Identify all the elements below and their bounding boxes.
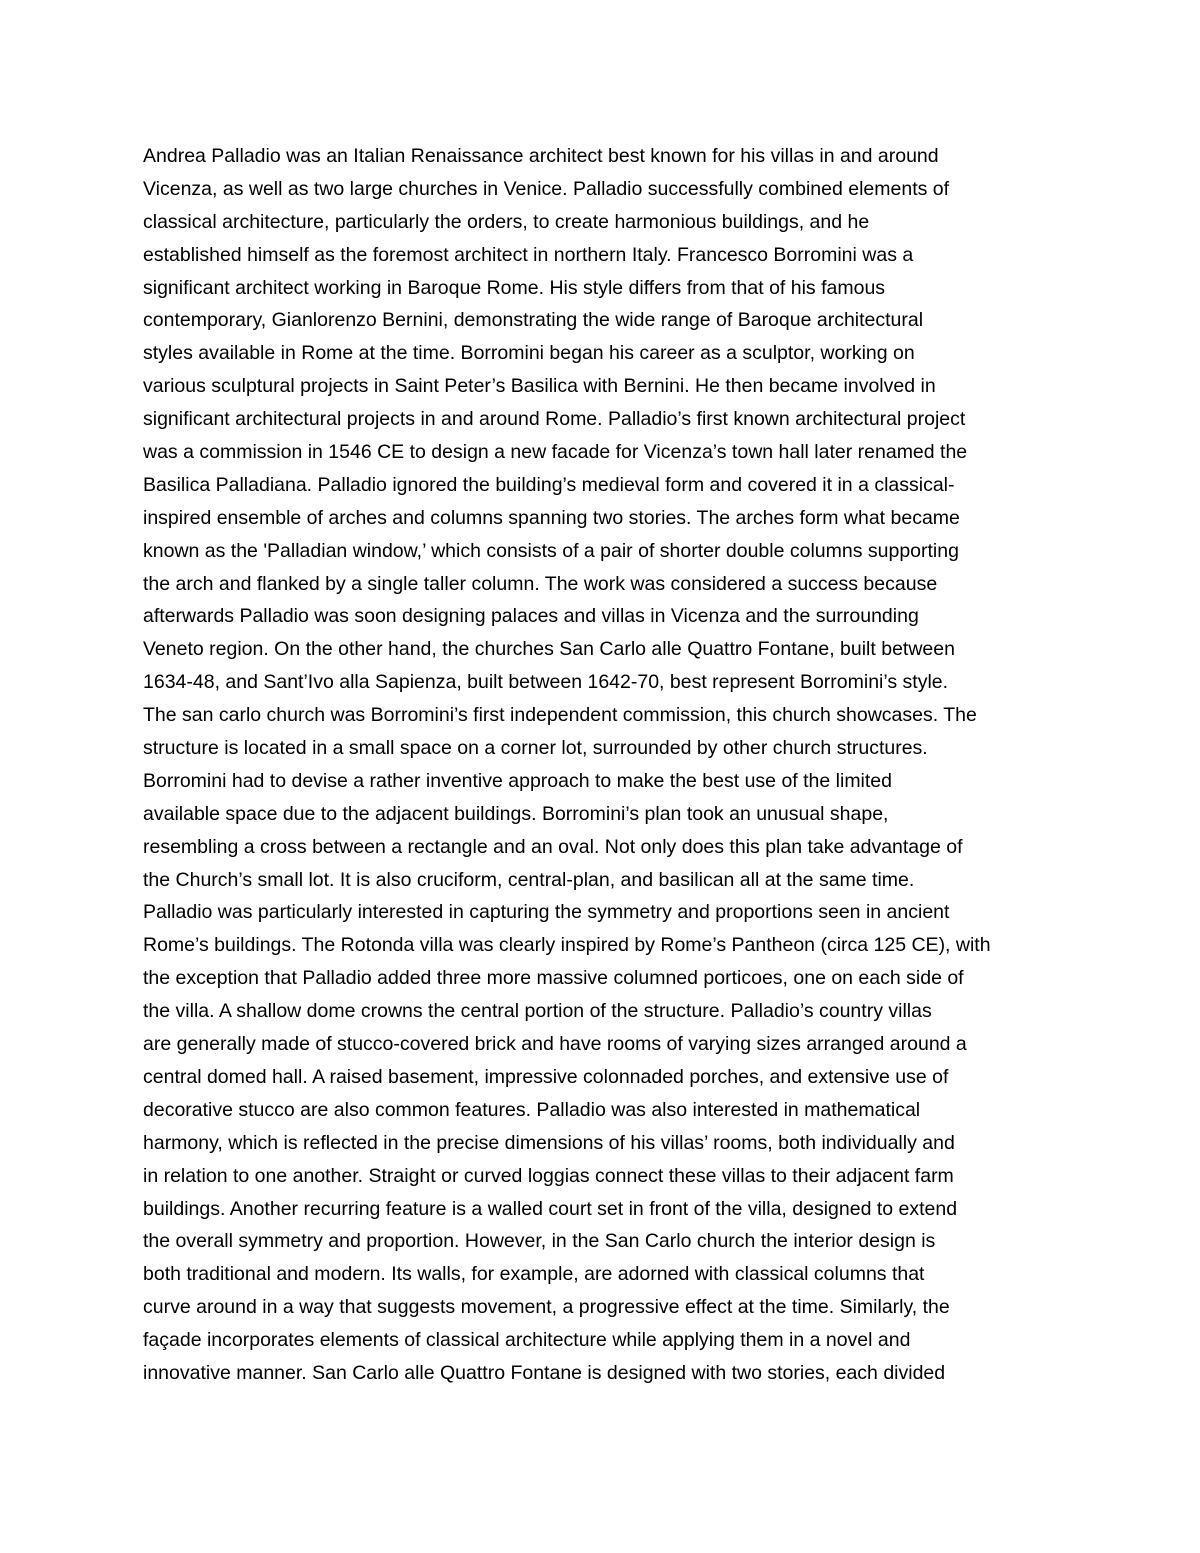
text-line: harmony, which is reflected in the precise dimensions of his villas’ rooms, both individually and [143,1131,955,1154]
text-line: Vicenza, as well as two large churches in Venice. Palladio successfully combined elements of [143,177,950,200]
text-line: the exception that Palladio added three more massive columned porticoes, one on each side of [143,967,964,990]
text-line: the Church’s small lot. It is also cruciform, central-plan, and basilican all at the same time. [143,868,915,891]
text-line: Veneto region. On the other hand, the churches San Carlo alle Quattro Fontane, built between [143,638,955,661]
text-line: contemporary, Gianlorenzo Bernini, demonstrating the wide range of Baroque architectural [143,309,924,332]
body-paragraph [143,140,1093,1390]
text-line: established himself as the foremost architect in northern Italy. Francesco Borromini was a [143,243,914,266]
text-line: both traditional and modern. Its walls, for example, are adorned with classical columns that [143,1263,925,1286]
text-line: are generally made of stucco-covered brick and have rooms of varying sizes arranged around a [143,1033,967,1056]
text-line: in relation to one another. Straight or curved loggias connect these villas to their adjacent farm [143,1164,954,1187]
text-line: available space due to the adjacent buildings. Borromini’s plan took an unusual shape, [143,802,889,825]
text-line: decorative stucco are also common features. Palladio was also interested in mathematical [143,1098,921,1121]
text-line: afterwards Palladio was soon designing palaces and villas in Vicenza and the surrounding [143,605,919,628]
text-line: styles available in Rome at the time. Borromini began his career as a sculptor, working on [143,342,915,365]
text-line: Basilica Palladiana. Palladio ignored the building’s medieval form and covered it in a classical- [143,473,955,496]
text-line: central domed hall. A raised basement, impressive colonnaded porches, and extensive use of [143,1065,949,1088]
text-line: was a commission in 1546 CE to design a new facade for Vicenza’s town hall later renamed the [143,441,968,464]
text-line: innovative manner. San Carlo alle Quattro Fontane is designed with two stories, each divided [143,1361,946,1384]
text-line: significant architect working in Baroque Rome. His style differs from that of his famous [143,276,886,299]
text-line: Borromini had to devise a rather inventive approach to make the best use of the limited [143,769,892,792]
text-line: the overall symmetry and proportion. However, in the San Carlo church the interior design is [143,1230,936,1253]
text-line: the arch and flanked by a single taller column. The work was considered a success because [143,572,938,595]
text-line: various sculptural projects in Saint Peter’s Basilica with Bernini. He then became involved in [143,375,936,398]
text-line: the villa. A shallow dome crowns the central portion of the structure. Palladio’s country villas [143,1000,932,1023]
text-line: The san carlo church was Borromini’s first independent commission, this church showcases. The [143,704,977,727]
text-line: significant architectural projects in and around Rome. Palladio’s first known architectural project [143,408,966,431]
text-line: resembling a cross between a rectangle and an oval. Not only does this plan take advantage of [143,835,963,858]
text-line: curve around in a way that suggests movement, a progressive effect at the time. Similarly, the [143,1296,950,1319]
text-line: 1634-48, and Sant’Ivo alla Sapienza, built between 1642-70, best represent Borromini’s style. [143,671,949,694]
text-line: Andrea Palladio was an Italian Renaissance architect best known for his villas in and around [143,145,939,167]
text-line: Rome’s buildings. The Rotonda villa was clearly inspired by Rome’s Pantheon (circa 125 CE), with [143,934,991,957]
text-line: façade incorporates elements of classical architecture while applying them in a novel and [143,1329,911,1352]
text-line: inspired ensemble of arches and columns spanning two stories. The arches form what became [143,506,960,529]
text-line: structure is located in a small space on a corner lot, surrounded by other church structures. [143,737,928,760]
text-line: Palladio was particularly interested in capturing the symmetry and proportions seen in ancient [143,901,950,924]
text-line: buildings. Another recurring feature is a walled court set in front of the villa, designed to extend [143,1197,958,1220]
text-line: known as the 'Palladian window,’ which consists of a pair of shorter double columns supporting [143,539,959,562]
text-line: classical architecture, particularly the orders, to create harmonious buildings, and he [143,210,870,233]
